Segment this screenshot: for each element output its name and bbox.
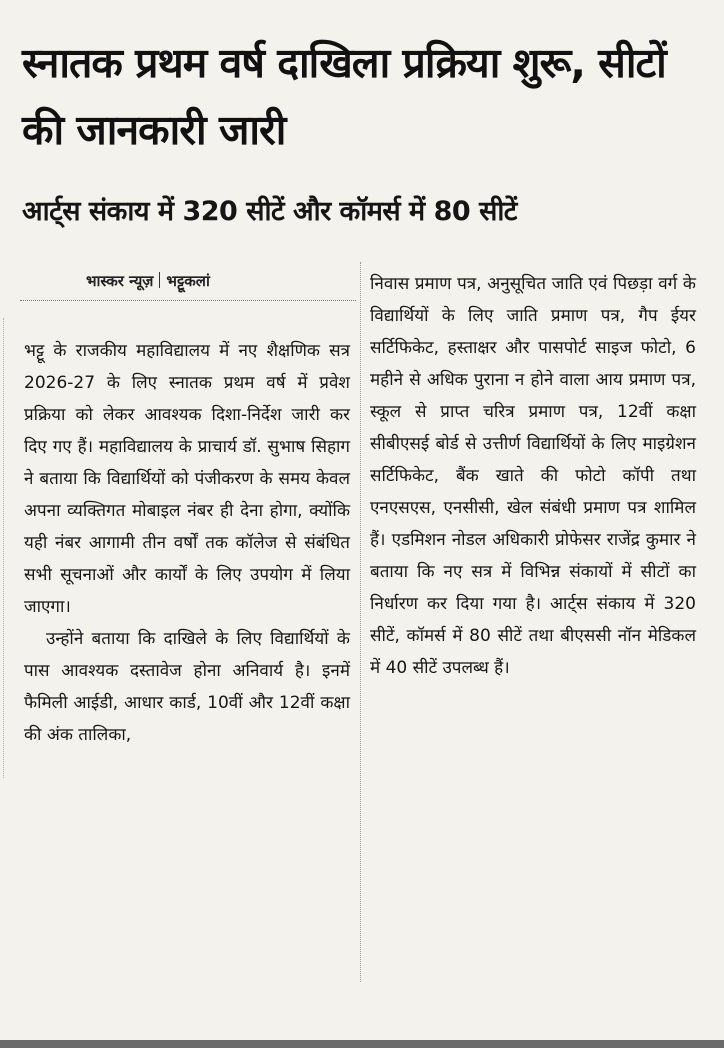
- article-paragraph-1: भट्टू के राजकीय महाविद्यालय में नए शैक्षणिक सत्र 2026-27 के लिए स्नातक प्रथम वर्ष में प्रवेश प्रक्रिया को लेकर आवश्यक दिशा-निर्देश जारी कर दिए गए हैं। महाविद्यालय के प्राचार्य डॉ. सुभाष सिहाग ने बताया कि विद्यार्थियों को पंजीकरण के समय केवल अपना व्यक्तिगत मोबाइल नंबर ही देना होगा, क्योंकि यही नंबर आगामी तीन वर्षों तक कॉलेज से संबंधित सभी सूचनाओं और कार्यों के लिए उपयोग में लिया जाएगा।: [24, 341, 350, 617]
- article-left-column: [24, 335, 350, 751]
- byline: [86, 270, 346, 292]
- page-bottom-border: [0, 1040, 724, 1048]
- byline-rule: [20, 300, 356, 301]
- column-divider: [360, 262, 361, 982]
- subheadline: आर्ट्स संकाय में 320 सीटें और कॉमर्स में 80 सीटें: [22, 196, 517, 227]
- page-edge-marks: [3, 318, 10, 778]
- byline-agency: भास्कर न्यूज़: [86, 272, 154, 290]
- article-paragraph-2: उन्होंने बताया कि दाखिले के लिए विद्यार्थियों के पास आवश्यक दस्तावेज होना अनिवार्य है। इनमें फैमिली आईडी, आधार कार्ड, 10वीं और 12वीं कक्षा की अंक तालिका,: [24, 629, 350, 745]
- byline-place: भट्टूकलां: [166, 272, 210, 290]
- byline-separator: [159, 272, 160, 288]
- article-paragraph-continued: निवास प्रमाण पत्र, अनुसूचित जाति एवं पिछड़ा वर्ग के विद्यार्थियों के लिए जाति प्रमाण पत्र, गैप ईयर सर्टिफिकेट, हस्ताक्षर और पासपोर्ट साइज फोटो, 6 महीने से अधिक पुराना न होने वाला आय प्रमाण पत्र, स्कूल से प्राप्त चरित्र प्रमाण पत्र, 12वीं कक्षा सीबीएसई बोर्ड से उत्तीर्ण विद्यार्थियों के लिए माइग्रेशन सर्टिफिकेट, बैंक खाते की फोटो कॉपी तथा एनएसएस, एनसीसी, खेल संबंधी प्रमाण पत्र शामिल हैं। एडमिशन नोडल अधिकारी प्रोफेसर राजेंद्र कुमार ने बताया कि नए सत्र में विभिन्न संकायों में सीटों का निर्धारण कर दिया गया है। आर्ट्स संकाय में 320 सीटें, कॉमर्स में 80 सीटें तथा बीएससी नॉन मेडिकल में 40 सीटें उपलब्ध हैं।: [370, 274, 696, 678]
- headline: स्नातक प्रथम वर्ष दाखिला प्रक्रिया शुरू, सीटों की जानकारी जारी: [22, 39, 666, 154]
- article-right-column: [370, 268, 696, 684]
